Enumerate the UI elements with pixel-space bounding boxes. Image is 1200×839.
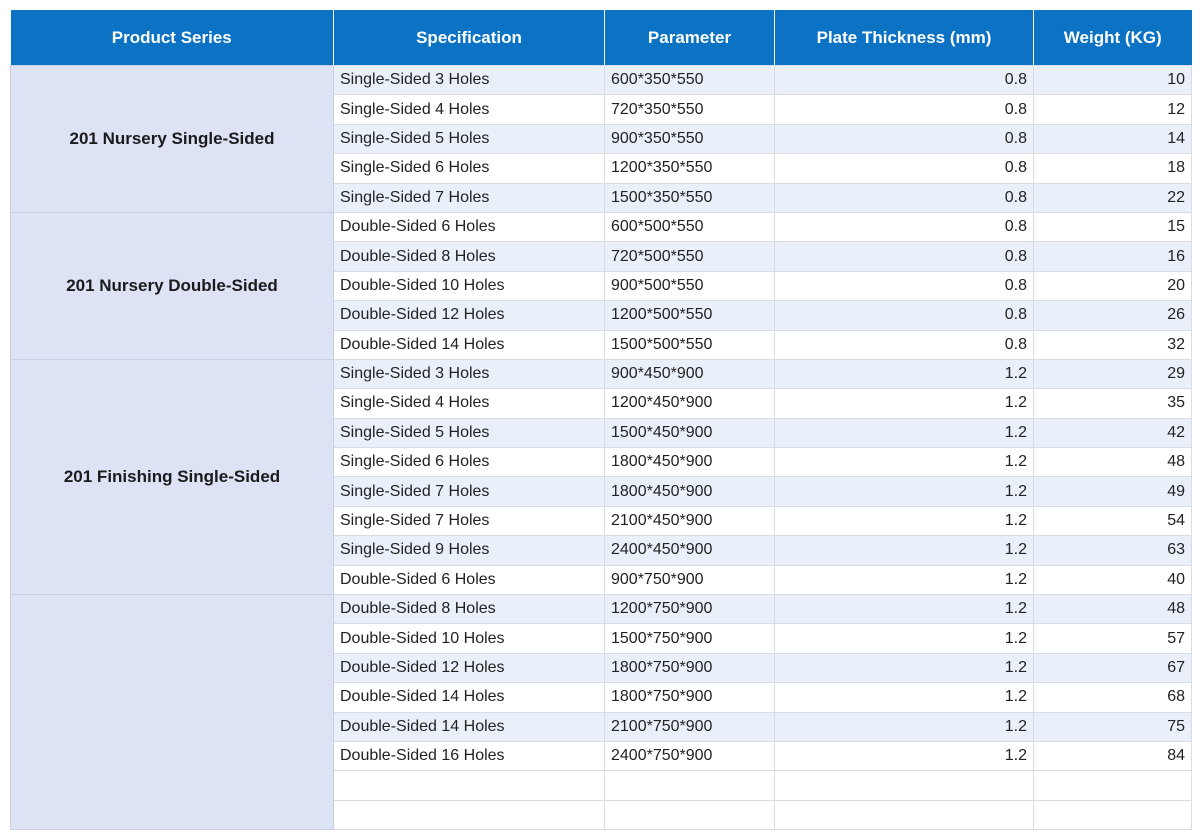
plate-thickness-cell: 0.8 [775, 124, 1034, 153]
header-row [11, 10, 1192, 66]
plate-thickness-cell: 1.2 [775, 683, 1034, 712]
header-product-series: Product Series [11, 10, 334, 66]
weight-cell: 68 [1034, 683, 1192, 712]
plate-thickness-cell: 0.8 [775, 212, 1034, 241]
table-header [11, 10, 1192, 66]
plate-thickness-cell: 0.8 [775, 66, 1034, 95]
product-series-cell: 201 Finishing Single-Sided [11, 359, 334, 594]
weight-cell: 75 [1034, 712, 1192, 741]
weight-cell: 35 [1034, 389, 1192, 418]
plate-thickness-cell: 0.8 [775, 330, 1034, 359]
header-weight: Weight (KG) [1034, 10, 1192, 66]
specification-cell: Double-Sided 10 Holes [334, 271, 605, 300]
weight-cell: 32 [1034, 330, 1192, 359]
specification-cell: Double-Sided 14 Holes [334, 712, 605, 741]
specification-cell: Single-Sided 4 Holes [334, 95, 605, 124]
plate-thickness-cell: 0.8 [775, 242, 1034, 271]
specification-cell: Single-Sided 7 Holes [334, 477, 605, 506]
table-row [11, 212, 1192, 241]
parameter-cell: 720*350*550 [605, 95, 775, 124]
weight-cell: 26 [1034, 301, 1192, 330]
specification-cell [334, 800, 605, 829]
specification-cell: Double-Sided 14 Holes [334, 683, 605, 712]
plate-thickness-cell: 1.2 [775, 653, 1034, 682]
plate-thickness-cell [775, 800, 1034, 829]
specification-cell: Single-Sided 7 Holes [334, 506, 605, 535]
parameter-cell: 1800*450*900 [605, 477, 775, 506]
specification-cell: Double-Sided 10 Holes [334, 624, 605, 653]
product-spec-table [10, 10, 1192, 830]
plate-thickness-cell: 1.2 [775, 506, 1034, 535]
parameter-cell: 600*500*550 [605, 212, 775, 241]
table-row [11, 66, 1192, 95]
weight-cell: 54 [1034, 506, 1192, 535]
weight-cell: 48 [1034, 595, 1192, 624]
parameter-cell: 900*750*900 [605, 565, 775, 594]
parameter-cell: 1200*500*550 [605, 301, 775, 330]
specification-cell: Double-Sided 8 Holes [334, 595, 605, 624]
weight-cell: 42 [1034, 418, 1192, 447]
parameter-cell: 720*500*550 [605, 242, 775, 271]
plate-thickness-cell: 0.8 [775, 154, 1034, 183]
specification-cell: Double-Sided 14 Holes [334, 330, 605, 359]
specification-cell: Double-Sided 6 Holes [334, 212, 605, 241]
parameter-cell: 1500*500*550 [605, 330, 775, 359]
weight-cell: 12 [1034, 95, 1192, 124]
weight-cell: 15 [1034, 212, 1192, 241]
specification-cell: Single-Sided 6 Holes [334, 448, 605, 477]
specification-cell: Double-Sided 12 Holes [334, 301, 605, 330]
parameter-cell: 1200*450*900 [605, 389, 775, 418]
specification-cell: Single-Sided 3 Holes [334, 359, 605, 388]
plate-thickness-cell: 1.2 [775, 712, 1034, 741]
product-series-cell: 201 Nursery Single-Sided [11, 66, 334, 213]
parameter-cell: 1800*450*900 [605, 448, 775, 477]
plate-thickness-cell: 1.2 [775, 536, 1034, 565]
parameter-cell: 1800*750*900 [605, 683, 775, 712]
specification-cell: Double-Sided 6 Holes [334, 565, 605, 594]
plate-thickness-cell: 1.2 [775, 448, 1034, 477]
header-parameter: Parameter [605, 10, 775, 66]
weight-cell: 57 [1034, 624, 1192, 653]
parameter-cell: 1500*750*900 [605, 624, 775, 653]
plate-thickness-cell: 1.2 [775, 565, 1034, 594]
weight-cell: 48 [1034, 448, 1192, 477]
plate-thickness-cell: 0.8 [775, 95, 1034, 124]
weight-cell: 40 [1034, 565, 1192, 594]
weight-cell: 29 [1034, 359, 1192, 388]
weight-cell: 10 [1034, 66, 1192, 95]
weight-cell: 84 [1034, 741, 1192, 770]
parameter-cell [605, 800, 775, 829]
weight-cell: 67 [1034, 653, 1192, 682]
specification-cell [334, 771, 605, 800]
specification-cell: Double-Sided 16 Holes [334, 741, 605, 770]
weight-cell [1034, 800, 1192, 829]
specification-cell: Single-Sided 6 Holes [334, 154, 605, 183]
weight-cell: 49 [1034, 477, 1192, 506]
plate-thickness-cell: 1.2 [775, 624, 1034, 653]
plate-thickness-cell: 0.8 [775, 183, 1034, 212]
parameter-cell: 2100*750*900 [605, 712, 775, 741]
weight-cell: 16 [1034, 242, 1192, 271]
product-spec-table-container [10, 10, 1191, 830]
specification-cell: Single-Sided 4 Holes [334, 389, 605, 418]
weight-cell: 20 [1034, 271, 1192, 300]
table-row [11, 595, 1192, 624]
product-series-cell [11, 595, 334, 830]
plate-thickness-cell [775, 771, 1034, 800]
parameter-cell: 1500*350*550 [605, 183, 775, 212]
specification-cell: Single-Sided 3 Holes [334, 66, 605, 95]
header-specification: Specification [334, 10, 605, 66]
weight-cell: 22 [1034, 183, 1192, 212]
parameter-cell: 1500*450*900 [605, 418, 775, 447]
parameter-cell [605, 771, 775, 800]
weight-cell: 63 [1034, 536, 1192, 565]
parameter-cell: 1200*750*900 [605, 595, 775, 624]
specification-cell: Single-Sided 5 Holes [334, 124, 605, 153]
table-row [11, 359, 1192, 388]
weight-cell: 14 [1034, 124, 1192, 153]
parameter-cell: 2400*750*900 [605, 741, 775, 770]
plate-thickness-cell: 0.8 [775, 301, 1034, 330]
specification-cell: Double-Sided 8 Holes [334, 242, 605, 271]
plate-thickness-cell: 1.2 [775, 418, 1034, 447]
table-body [11, 66, 1192, 830]
specification-cell: Single-Sided 7 Holes [334, 183, 605, 212]
plate-thickness-cell: 1.2 [775, 389, 1034, 418]
specification-cell: Double-Sided 12 Holes [334, 653, 605, 682]
parameter-cell: 1800*750*900 [605, 653, 775, 682]
parameter-cell: 600*350*550 [605, 66, 775, 95]
weight-cell [1034, 771, 1192, 800]
plate-thickness-cell: 1.2 [775, 477, 1034, 506]
parameter-cell: 2100*450*900 [605, 506, 775, 535]
parameter-cell: 900*350*550 [605, 124, 775, 153]
header-plate-thickness: Plate Thickness (mm) [775, 10, 1034, 66]
parameter-cell: 900*500*550 [605, 271, 775, 300]
weight-cell: 18 [1034, 154, 1192, 183]
plate-thickness-cell: 0.8 [775, 271, 1034, 300]
parameter-cell: 1200*350*550 [605, 154, 775, 183]
plate-thickness-cell: 1.2 [775, 595, 1034, 624]
specification-cell: Single-Sided 5 Holes [334, 418, 605, 447]
parameter-cell: 900*450*900 [605, 359, 775, 388]
specification-cell: Single-Sided 9 Holes [334, 536, 605, 565]
plate-thickness-cell: 1.2 [775, 359, 1034, 388]
product-series-cell: 201 Nursery Double-Sided [11, 212, 334, 359]
plate-thickness-cell: 1.2 [775, 741, 1034, 770]
parameter-cell: 2400*450*900 [605, 536, 775, 565]
